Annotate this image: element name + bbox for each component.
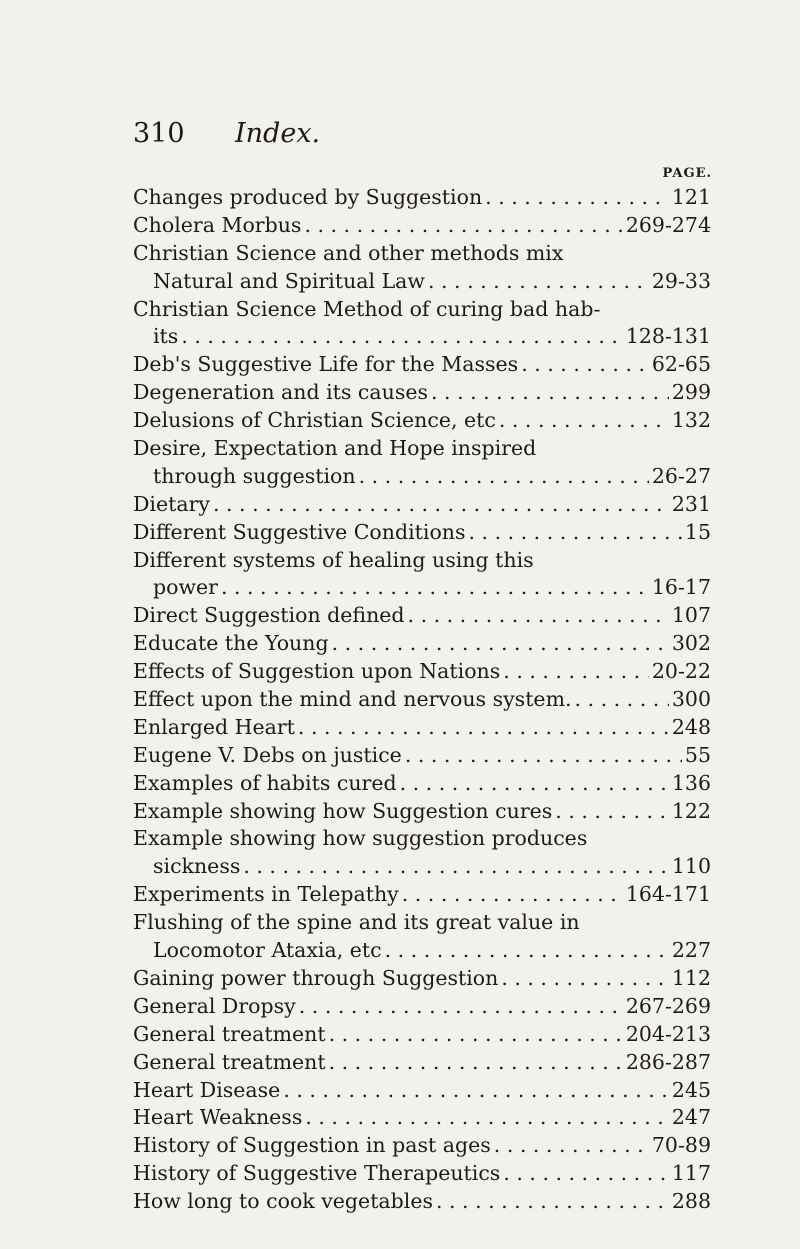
entry-page-ref: 117 [671,1161,711,1186]
entry-page-ref: 288 [671,1189,711,1214]
index-entry [133,184,711,212]
entry-page-ref: 107 [671,603,711,628]
entry-text: through suggestion [153,463,356,488]
entry-text: Delusions of Christian Science, etc [133,408,496,433]
entry-text: Example showing how Suggestion cures [133,798,553,823]
entry-term [133,742,711,770]
index-entry [133,993,711,1021]
entry-text: Examples of habits cured [133,770,397,795]
entry-text: Enlarged Heart [133,714,295,739]
entry-text: History of Suggestion in past ages [133,1133,491,1158]
entry-text: Different systems of healing using this [133,547,534,572]
index-entry [133,1077,711,1105]
entry-term-continuation [133,937,711,965]
index-entry [133,1160,711,1188]
entry-page-ref: 16-17 [651,575,711,600]
entry-term-continuation [133,268,711,296]
entry-term [133,240,711,268]
entry-page-ref: 286-287 [625,1049,711,1074]
entry-text: Dietary [133,491,210,516]
leader-dots [299,993,623,1021]
page-column-label: PAGE. [662,166,712,181]
page-number: 310 [133,118,185,149]
entry-term [133,1049,711,1077]
leader-dots [521,351,649,379]
leader-dots [501,965,669,993]
entry-term [133,351,711,379]
leader-dots [213,491,669,519]
entry-text: power [153,575,218,600]
entry-text: General Dropsy [133,993,296,1018]
entry-term [133,686,711,714]
leader-dots [400,770,669,798]
entry-page-ref: 204-213 [625,1021,711,1046]
entry-term-continuation [133,323,711,351]
entry-page-ref: 132 [671,408,711,433]
entry-page-ref: 70-89 [651,1133,711,1158]
index-entry [133,407,711,435]
index-entry [133,602,711,630]
running-head: Index. [235,118,321,149]
entry-page-ref: 121 [671,185,711,209]
index-entry [133,1188,711,1216]
index-entry [133,965,711,993]
index-entry [133,547,711,603]
entry-page-ref: 247 [671,1105,711,1130]
entry-term-continuation [133,463,711,491]
index-entry [133,1021,711,1049]
entry-term [133,296,711,324]
entry-text: Locomotor Ataxia, etc [153,938,382,963]
leader-dots [469,519,682,547]
entry-term [133,435,711,463]
index-entry [133,909,711,965]
index-entry [133,519,711,547]
entry-page-ref: 112 [671,965,711,990]
entry-page-ref: 164-171 [625,882,711,907]
entry-page-ref: 227 [671,938,711,963]
entry-page-ref: 20-22 [651,659,711,684]
index-entry [133,296,711,352]
entry-text: Example showing how suggestion produces [133,826,588,851]
entry-page-ref: 26-27 [651,463,711,488]
entry-text: Educate the Young [133,631,329,656]
entry-term [133,407,711,435]
index-entry [133,742,711,770]
leader-dots [359,463,649,491]
entry-page-ref: 62-65 [651,352,711,377]
leader-dots [283,1077,669,1105]
leader-dots [221,574,649,602]
entry-page-ref: 55 [684,742,711,767]
entry-text: Heart Disease [133,1077,281,1102]
index-entry [133,1049,711,1077]
index-entry [133,1104,711,1132]
leader-dots [329,1049,623,1077]
entry-term [133,798,711,826]
entry-page-ref: 267-269 [625,993,711,1018]
entry-term [133,491,711,519]
leader-dots [243,853,669,881]
entry-term [133,881,711,909]
entry-term [133,1132,711,1160]
index-entry [133,379,711,407]
leader-dots [298,714,669,742]
leader-dots [428,268,649,296]
entry-page-ref: 128-131 [625,324,711,349]
entry-term [133,602,711,630]
leader-dots [408,602,669,630]
entry-text: Desire, Expectation and Hope inspired [133,436,537,461]
entry-page-ref: 231 [671,491,711,516]
entry-page-ref: 248 [671,714,711,739]
leader-dots [494,1132,649,1160]
leader-dots [402,881,623,909]
entry-term [133,1188,711,1216]
index-entry [133,798,711,826]
leader-dots [555,798,669,826]
leader-dots [485,184,669,212]
entry-text: Changes produced by Suggestion [133,185,483,209]
entry-term-continuation [133,853,711,881]
leader-dots [385,937,669,965]
entry-text: Christian Science and other methods mix [133,240,564,265]
entry-text: Gaining power through Suggestion [133,965,499,990]
index-entry [133,491,711,519]
leader-dots [329,1021,623,1049]
entry-text: Eugene V. Debs on justice [133,742,402,767]
entry-text: Flushing of the spine and its great value in [133,910,580,935]
entry-term [133,519,711,547]
entry-text: Heart Weakness [133,1105,303,1130]
entry-term [133,184,711,212]
entry-term [133,909,711,937]
index-entry [133,435,711,491]
index-entry [133,825,711,881]
leader-dots [431,379,669,407]
entry-term [133,658,711,686]
entry-term [133,1077,711,1105]
entry-text: History of Suggestive Therapeutics [133,1161,501,1186]
leader-dots [304,212,622,240]
index-entry [133,630,711,658]
entry-text: General treatment [133,1021,326,1046]
entry-page-ref: 302 [671,631,711,656]
entry-term [133,547,711,575]
entry-page-ref: 122 [671,798,711,823]
index-entry [133,240,711,296]
index-entry [133,658,711,686]
leader-dots [181,323,622,351]
entry-text: Natural and Spiritual Law [153,268,425,293]
entry-term [133,1021,711,1049]
entry-text: Direct Suggestion defined [133,603,405,628]
index-entries [133,184,711,1216]
entry-term [133,770,711,798]
leader-dots [436,1188,669,1216]
entry-page-ref: 299 [671,380,711,405]
entry-text: sickness [153,854,241,879]
leader-dots [575,686,669,714]
entry-text: Effect upon the mind and nervous system. [133,687,572,712]
entry-page-ref: 29-33 [651,268,711,293]
entry-term [133,1160,711,1188]
entry-text: Degeneration and its causes [133,380,429,405]
entry-page-ref: 245 [671,1077,711,1102]
entry-text: How long to cook vegetables [133,1189,433,1214]
entry-page-ref: 15 [684,519,711,544]
entry-term [133,212,711,240]
entry-page-ref: 136 [671,770,711,795]
leader-dots [332,630,669,658]
entry-page-ref: 300 [671,687,711,712]
leader-dots [499,407,669,435]
entry-term [133,993,711,1021]
entry-term [133,630,711,658]
index-entry [133,686,711,714]
entry-text: General treatment [133,1049,326,1074]
entry-text: Different Suggestive Conditions [133,519,466,544]
entry-text: its [153,324,179,349]
entry-page-ref: 269-274 [625,212,711,237]
entry-text: Cholera Morbus [133,212,302,237]
entry-text: Christian Science Method of curing bad hab- [133,296,601,321]
index-entry [133,212,711,240]
entry-term [133,714,711,742]
entry-page-ref: 110 [671,854,711,879]
entry-term-continuation [133,574,711,602]
index-entry [133,881,711,909]
leader-dots [503,1160,669,1188]
leader-dots [305,1104,669,1132]
entry-term [133,825,711,853]
leader-dots [405,742,682,770]
index-entry [133,351,711,379]
entry-term [133,965,711,993]
index-entry [133,1132,711,1160]
entry-term [133,379,711,407]
entry-term [133,1104,711,1132]
entry-text: Effects of Suggestion upon Nations [133,659,501,684]
entry-text: Deb's Suggestive Life for the Masses [133,352,519,377]
leader-dots [503,658,649,686]
entry-text: Experiments in Telepathy [133,882,399,907]
index-entry [133,770,711,798]
page-header [133,118,713,154]
index-entry [133,714,711,742]
